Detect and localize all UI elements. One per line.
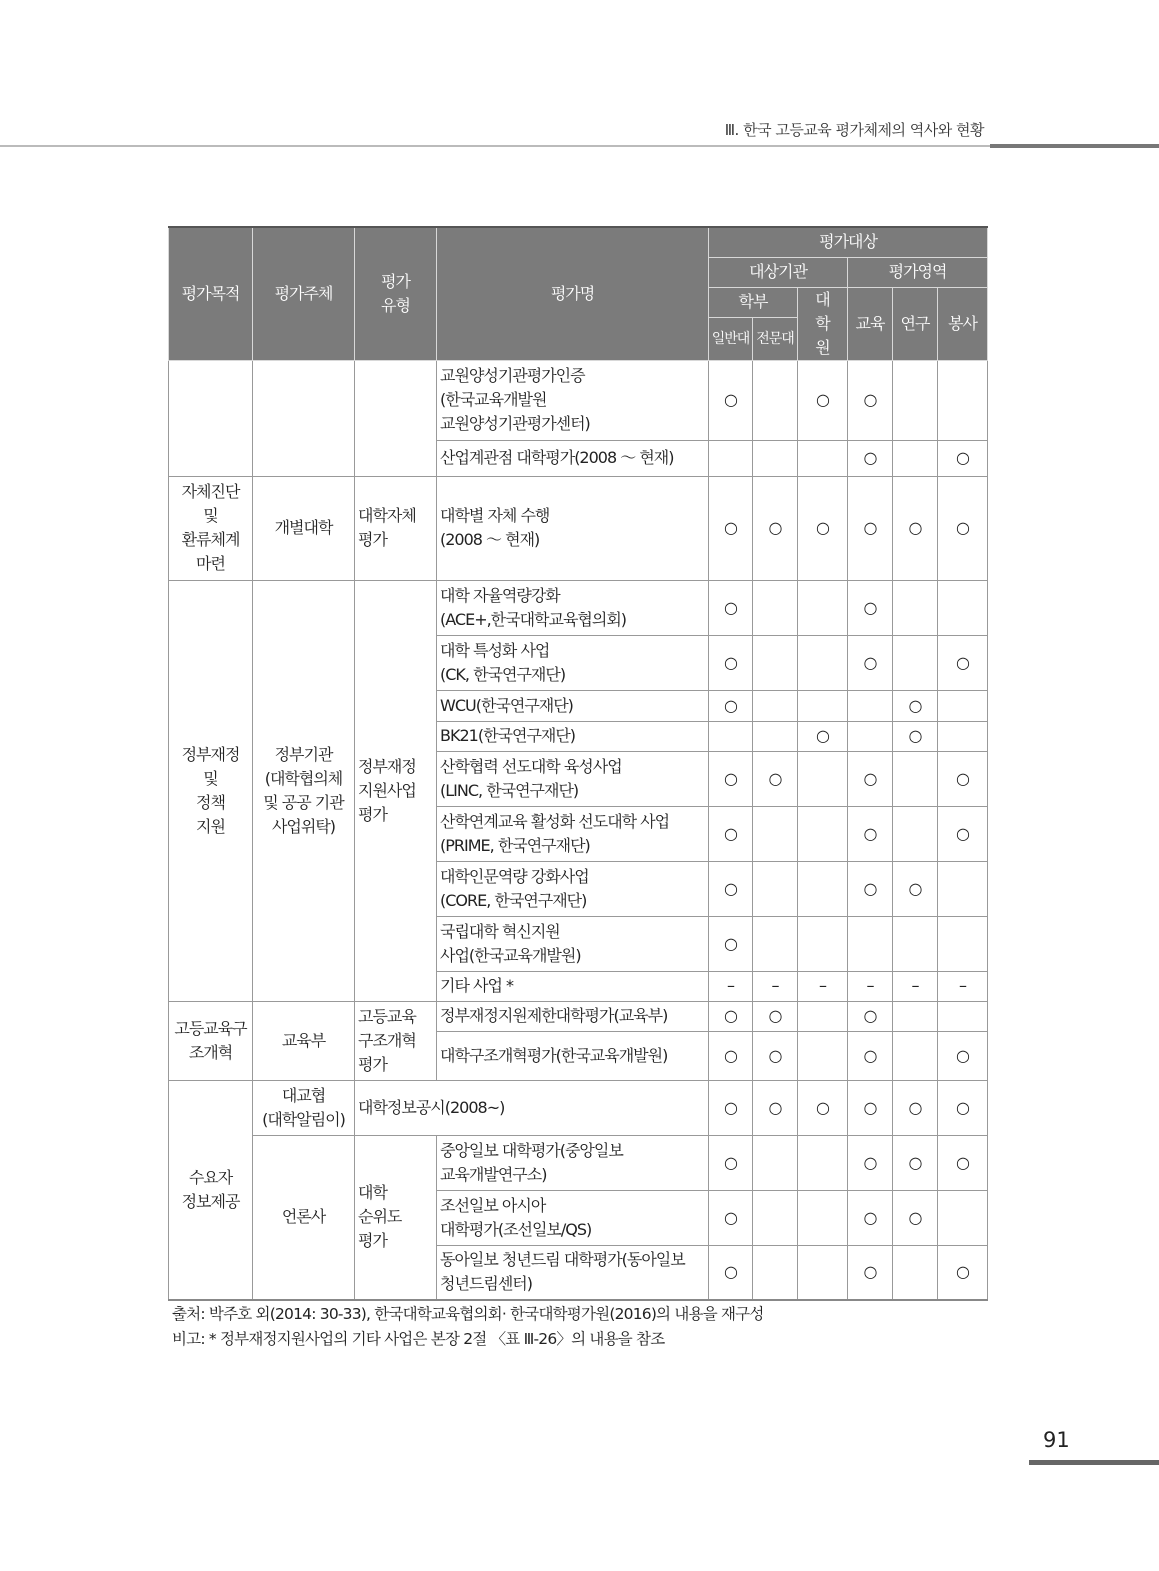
applicable-mark: ○: [709, 476, 753, 580]
applicable-mark: ○: [709, 916, 753, 971]
empty-mark-cell: [753, 360, 798, 440]
subject-cell: 정부기관 (대학협의체 및 공공 기관 사업위탁): [253, 580, 355, 1001]
col-college: 전문대: [753, 317, 798, 360]
empty-mark-cell: [893, 806, 938, 861]
evaluation-name-cell: 중앙일보 대학평가(중앙일보 교육개발연구소): [437, 1135, 709, 1190]
applicable-mark: ○: [938, 751, 988, 806]
empty-mark-cell: [893, 360, 938, 440]
applicable-mark: ○: [798, 476, 848, 580]
subject-cell: 개별대학: [253, 476, 355, 580]
empty-mark-cell: [753, 806, 798, 861]
evaluation-name-cell: BK21(한국연구재단): [437, 721, 709, 751]
applicable-mark: ○: [848, 1245, 893, 1300]
applicable-mark: ○: [798, 721, 848, 751]
col-target: 평가대상: [709, 227, 988, 257]
col-service: 봉사: [938, 287, 988, 360]
empty-mark-cell: [753, 690, 798, 721]
empty-mark-cell: [938, 690, 988, 721]
empty-mark-cell: [938, 580, 988, 635]
applicable-mark: ○: [893, 1190, 938, 1245]
applicable-mark: ○: [938, 1245, 988, 1300]
evaluation-name-cell: 교원양성기관평가인증 (한국교육개발원 교원양성기관평가센터): [437, 360, 709, 440]
empty-mark-cell: [848, 690, 893, 721]
col-graduate: 대 학 원: [798, 287, 848, 360]
empty-mark-cell: [753, 861, 798, 916]
type-cell: 대학 순위도 평가: [355, 1135, 437, 1300]
evaluation-name-cell: 산업계관점 대학평가(2008 ～ 현재): [437, 440, 709, 476]
running-head: Ⅲ. 한국 고등교육 평가체제의 역사와 현황: [724, 121, 984, 139]
evaluation-name-cell: 정부재정지원제한대학평가(교육부): [437, 1001, 709, 1031]
empty-mark-cell: [798, 861, 848, 916]
applicable-mark: ○: [753, 751, 798, 806]
empty-mark-cell: [798, 1135, 848, 1190]
empty-mark-cell: [848, 721, 893, 751]
empty-mark-cell: [753, 1190, 798, 1245]
applicable-mark: ○: [848, 1135, 893, 1190]
empty-mark-cell: [709, 440, 753, 476]
applicable-mark: ○: [709, 580, 753, 635]
evaluation-name-cell: 산학연계교육 활성화 선도대학 사업 (PRIME, 한국연구재단): [437, 806, 709, 861]
empty-mark-cell: [798, 806, 848, 861]
evaluation-name-cell: 국립대학 혁신지원 사업(한국교육개발원): [437, 916, 709, 971]
applicable-mark: ○: [798, 1080, 848, 1135]
evaluation-name-cell: 기타 사업 *: [437, 971, 709, 1001]
table-row: [169, 1080, 988, 1135]
applicable-mark: ○: [753, 1001, 798, 1031]
applicable-mark: ○: [893, 861, 938, 916]
not-applicable-dash: –: [848, 971, 893, 1001]
applicable-mark: ○: [709, 360, 753, 440]
empty-mark-cell: [798, 440, 848, 476]
purpose-cell: 자체진단 및 환류체계 마련: [169, 476, 253, 580]
empty-mark-cell: [753, 635, 798, 690]
subject-cell: 교육부: [253, 1001, 355, 1080]
empty-mark-cell: [893, 580, 938, 635]
applicable-mark: ○: [848, 751, 893, 806]
empty-mark-cell: [753, 916, 798, 971]
col-education: 교육: [848, 287, 893, 360]
empty-mark-cell: [893, 635, 938, 690]
applicable-mark: ○: [709, 690, 753, 721]
applicable-mark: ○: [848, 806, 893, 861]
applicable-mark: ○: [938, 1080, 988, 1135]
applicable-mark: ○: [848, 1080, 893, 1135]
col-research: 연구: [893, 287, 938, 360]
remark-note: 비고: * 정부재정지원사업의 기타 사업은 본장 2절 〈표 Ⅲ-26〉의 내용을 참조: [172, 1330, 665, 1348]
applicable-mark: ○: [709, 861, 753, 916]
applicable-mark: ○: [848, 1001, 893, 1031]
table-header: [169, 227, 988, 360]
applicable-mark: ○: [938, 806, 988, 861]
applicable-mark: ○: [709, 1135, 753, 1190]
empty-mark-cell: [938, 1001, 988, 1031]
empty-mark-cell: [938, 721, 988, 751]
evaluation-name-cell: 대학정보공시(2008~): [355, 1080, 709, 1135]
applicable-mark: ○: [709, 1190, 753, 1245]
purpose-cell: [169, 360, 253, 476]
empty-mark-cell: [798, 1031, 848, 1080]
applicable-mark: ○: [848, 440, 893, 476]
evaluation-name-cell: 조선일보 아시아 대학평가(조선일보/QS): [437, 1190, 709, 1245]
header-divider-accent: [990, 144, 1159, 148]
empty-mark-cell: [893, 916, 938, 971]
col-area: 평가영역: [848, 257, 988, 287]
evaluation-name-cell: 대학구조개혁평가(한국교육개발원): [437, 1031, 709, 1080]
col-subject: 평가주체: [253, 227, 355, 360]
table-row: [169, 1001, 988, 1031]
empty-mark-cell: [798, 1245, 848, 1300]
empty-mark-cell: [798, 635, 848, 690]
not-applicable-dash: –: [753, 971, 798, 1001]
applicable-mark: ○: [848, 861, 893, 916]
applicable-mark: ○: [938, 1031, 988, 1080]
empty-mark-cell: [753, 721, 798, 751]
empty-mark-cell: [938, 861, 988, 916]
page-number: 91: [1043, 1428, 1070, 1452]
empty-mark-cell: [753, 580, 798, 635]
applicable-mark: ○: [848, 360, 893, 440]
applicable-mark: ○: [893, 690, 938, 721]
applicable-mark: ○: [938, 635, 988, 690]
applicable-mark: ○: [938, 1135, 988, 1190]
table-notes: [172, 1302, 764, 1352]
applicable-mark: ○: [709, 1001, 753, 1031]
empty-mark-cell: [938, 916, 988, 971]
type-cell: 고등교육 구조개혁 평가: [355, 1001, 437, 1080]
evaluation-table: [168, 226, 988, 1301]
applicable-mark: ○: [893, 1080, 938, 1135]
applicable-mark: ○: [893, 476, 938, 580]
empty-mark-cell: [798, 1190, 848, 1245]
applicable-mark: ○: [848, 476, 893, 580]
applicable-mark: ○: [848, 1031, 893, 1080]
empty-mark-cell: [798, 580, 848, 635]
not-applicable-dash: –: [709, 971, 753, 1001]
applicable-mark: ○: [709, 806, 753, 861]
empty-mark-cell: [893, 751, 938, 806]
applicable-mark: ○: [938, 440, 988, 476]
table-body: [169, 360, 988, 1300]
applicable-mark: ○: [753, 476, 798, 580]
subject-cell: [253, 360, 355, 476]
applicable-mark: ○: [938, 476, 988, 580]
applicable-mark: ○: [709, 635, 753, 690]
purpose-cell: 정부재정 및 정책 지원: [169, 580, 253, 1001]
table-row: [169, 1135, 988, 1190]
empty-mark-cell: [798, 1001, 848, 1031]
applicable-mark: ○: [848, 1190, 893, 1245]
evaluation-name-cell: 산학협력 선도대학 육성사업 (LINC, 한국연구재단): [437, 751, 709, 806]
subject-cell: 대교협 (대학알림이): [253, 1080, 355, 1135]
applicable-mark: ○: [709, 751, 753, 806]
applicable-mark: ○: [709, 1080, 753, 1135]
empty-mark-cell: [893, 440, 938, 476]
empty-mark-cell: [709, 721, 753, 751]
empty-mark-cell: [893, 1001, 938, 1031]
applicable-mark: ○: [753, 1031, 798, 1080]
applicable-mark: ○: [848, 635, 893, 690]
empty-mark-cell: [798, 690, 848, 721]
empty-mark-cell: [753, 1245, 798, 1300]
applicable-mark: ○: [709, 1245, 753, 1300]
evaluation-name-cell: 대학인문역량 강화사업 (CORE, 한국연구재단): [437, 861, 709, 916]
applicable-mark: ○: [893, 721, 938, 751]
header-divider: [0, 145, 1159, 147]
table-row: [169, 360, 988, 440]
evaluation-name-cell: 대학 자율역량강화 (ACE+,한국대학교육협의회): [437, 580, 709, 635]
empty-mark-cell: [798, 916, 848, 971]
subject-cell: 언론사: [253, 1135, 355, 1300]
applicable-mark: ○: [798, 360, 848, 440]
empty-mark-cell: [938, 1190, 988, 1245]
type-cell: [355, 360, 437, 476]
empty-mark-cell: [798, 751, 848, 806]
col-type: 평가 유형: [355, 227, 437, 360]
purpose-cell: 고등교육구 조개혁: [169, 1001, 253, 1080]
col-purpose: 평가목적: [169, 227, 253, 360]
type-cell: 정부재정 지원사업 평가: [355, 580, 437, 1001]
table-row: [169, 580, 988, 635]
evaluation-name-cell: 대학 특성화 사업 (CK, 한국연구재단): [437, 635, 709, 690]
applicable-mark: ○: [753, 1080, 798, 1135]
empty-mark-cell: [848, 916, 893, 971]
col-institution: 대상기관: [709, 257, 848, 287]
not-applicable-dash: –: [893, 971, 938, 1001]
applicable-mark: ○: [893, 1135, 938, 1190]
col-general-univ: 일반대: [709, 317, 753, 360]
applicable-mark: ○: [709, 1031, 753, 1080]
applicable-mark: ○: [848, 580, 893, 635]
purpose-cell: 수요자 정보제공: [169, 1080, 253, 1300]
not-applicable-dash: –: [798, 971, 848, 1001]
evaluation-name-cell: 대학별 자체 수행 (2008 ～ 현재): [437, 476, 709, 580]
evaluation-name-cell: 동아일보 청년드림 대학평가(동아일보 청년드림센터): [437, 1245, 709, 1300]
empty-mark-cell: [753, 440, 798, 476]
empty-mark-cell: [938, 360, 988, 440]
col-name: 평가명: [437, 227, 709, 360]
source-note: 출처: 박주호 외(2014: 30-33), 한국대학교육협의회· 한국대학평가원(2016)의 내용을 재구성: [172, 1305, 764, 1323]
empty-mark-cell: [893, 1031, 938, 1080]
empty-mark-cell: [753, 1135, 798, 1190]
table-row: [169, 476, 988, 580]
type-cell: 대학자체 평가: [355, 476, 437, 580]
not-applicable-dash: –: [938, 971, 988, 1001]
col-undergrad: 학부: [709, 287, 798, 317]
empty-mark-cell: [893, 1245, 938, 1300]
evaluation-name-cell: WCU(한국연구재단): [437, 690, 709, 721]
footer-bar: [1029, 1460, 1159, 1465]
